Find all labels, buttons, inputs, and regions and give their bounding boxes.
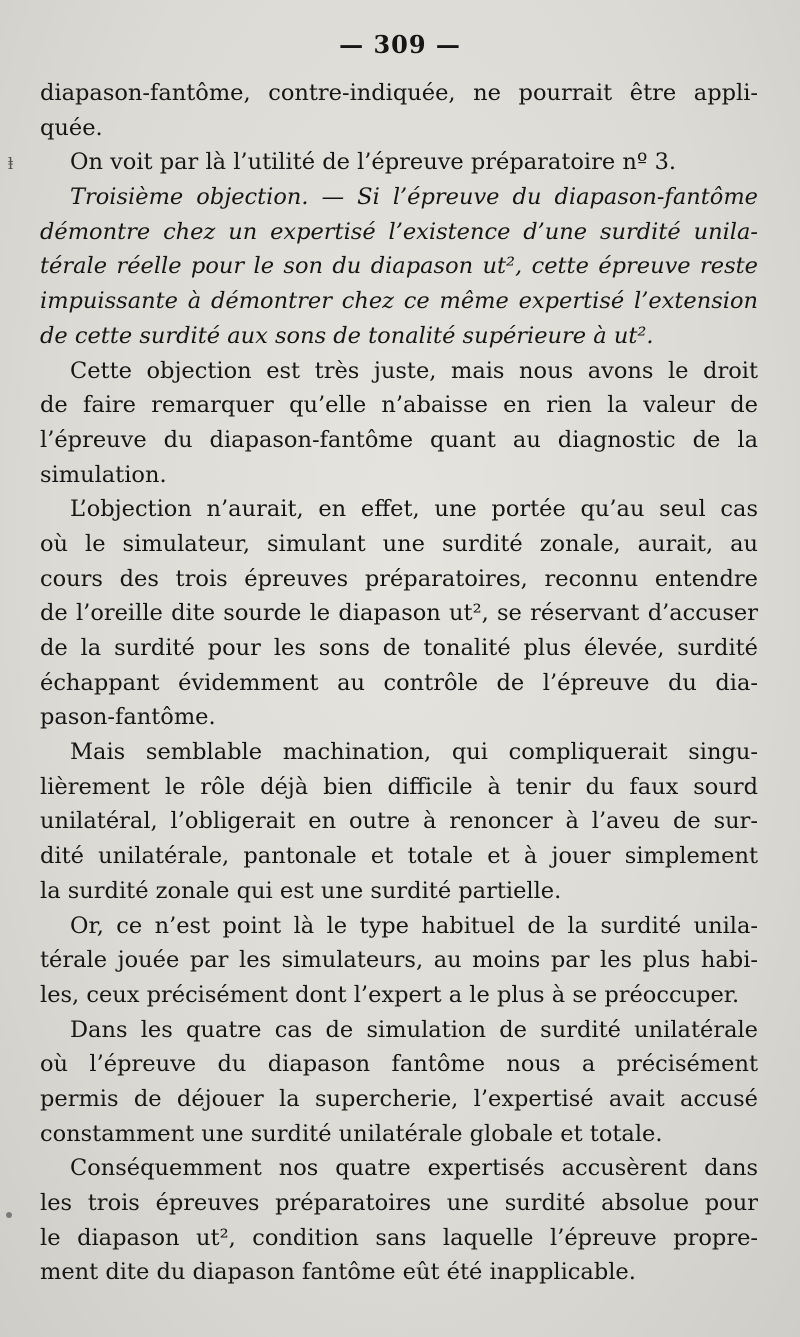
text-line: dité unilatérale, pantonale et totale et à jouer simplement (40, 843, 758, 870)
margin-mark: ⱡ (8, 154, 14, 173)
text-line: Or, ce n’est point là le type habituel de la surdité unila- (70, 912, 758, 939)
text-line: cours des trois épreuves préparatoires, reconnu entendre (40, 565, 758, 592)
text-line: où l’épreuve du diapason fantôme nous a précisément (40, 1051, 758, 1078)
text-line: Mais semblable machination, qui compliquerait singu- (70, 739, 758, 766)
text-line: térale réelle pour le son du diapason ut², cette épreuve reste (40, 253, 758, 280)
text-line: la surdité zonale qui est une surdité partielle. (40, 877, 562, 904)
text-line: Dans les quatre cas de simulation de surdité unilatérale (70, 1016, 758, 1043)
text-line: On voit par là l’utilité de l’épreuve préparatoire nº 3. (70, 149, 677, 176)
text-line: où le simulateur, simulant une surdité zonale, aurait, au (40, 530, 758, 557)
text-line: l’épreuve du diapason-fantôme quant au diagnostic de la (40, 426, 758, 453)
text-line: de cette surdité aux sons de tonalité supérieure à ut². (40, 322, 654, 349)
text-line: L’objection n’aurait, en effet, une portée qu’au seul cas (70, 496, 758, 523)
text-line: unilatéral, l’obligerait en outre à renoncer à l’aveu de sur- (40, 808, 758, 835)
text-line: térale jouée par les simulateurs, au moins par les plus habi- (40, 947, 758, 974)
text-line: de faire remarquer qu’elle n’abaisse en rien la valeur de (40, 392, 758, 419)
text-line: le diapason ut², condition sans laquelle l’épreuve propre- (40, 1224, 758, 1251)
text-line: démontre chez un expertisé l’existence d’une surdité unila- (40, 218, 758, 245)
text-line: de l’oreille dite sourde le diapason ut², se réservant d’accuser (40, 600, 758, 627)
page-number: — 309 — (339, 30, 461, 59)
text-line: permis de déjouer la supercherie, l’expertisé avait accusé (40, 1085, 758, 1112)
body-text (40, 76, 758, 1290)
text-line: échappant évidemment au contrôle de l’épreuve du dia- (40, 669, 758, 696)
text-line: Cette objection est très juste, mais nous avons le droit (70, 357, 758, 384)
text-line: de la surdité pour les sons de tonalité plus élevée, surdité (40, 635, 758, 661)
paper-speck (6, 1212, 12, 1218)
text-line: lièrement le rôle déjà bien difficile à tenir du faux sourd (40, 773, 758, 800)
text-line: les, ceux précisément dont l’expert a le plus à se préoccuper. (40, 981, 740, 1008)
text-line: Conséquemment nos quatre expertisés accusèrent dans (70, 1155, 758, 1182)
text-line: les trois épreuves préparatoires une surdité absolue pour (40, 1190, 758, 1216)
text-line: diapason-fantôme, contre-indiquée, ne pourrait être appli- (40, 80, 758, 106)
text-line: impuissante à démontrer chez ce même expertisé l’extension (40, 288, 758, 315)
text-line: constamment une surdité unilatérale globale et totale. (40, 1120, 663, 1147)
text-line: ment dite du diapason fantôme eût été inapplicable. (40, 1259, 636, 1286)
text-line: pason-fantôme. (40, 704, 216, 731)
text-line: simulation. (40, 461, 167, 488)
text-line: Troisième objection. — Si l’épreuve du diapason-fantôme (70, 184, 758, 211)
text-line: quée. (40, 114, 103, 141)
